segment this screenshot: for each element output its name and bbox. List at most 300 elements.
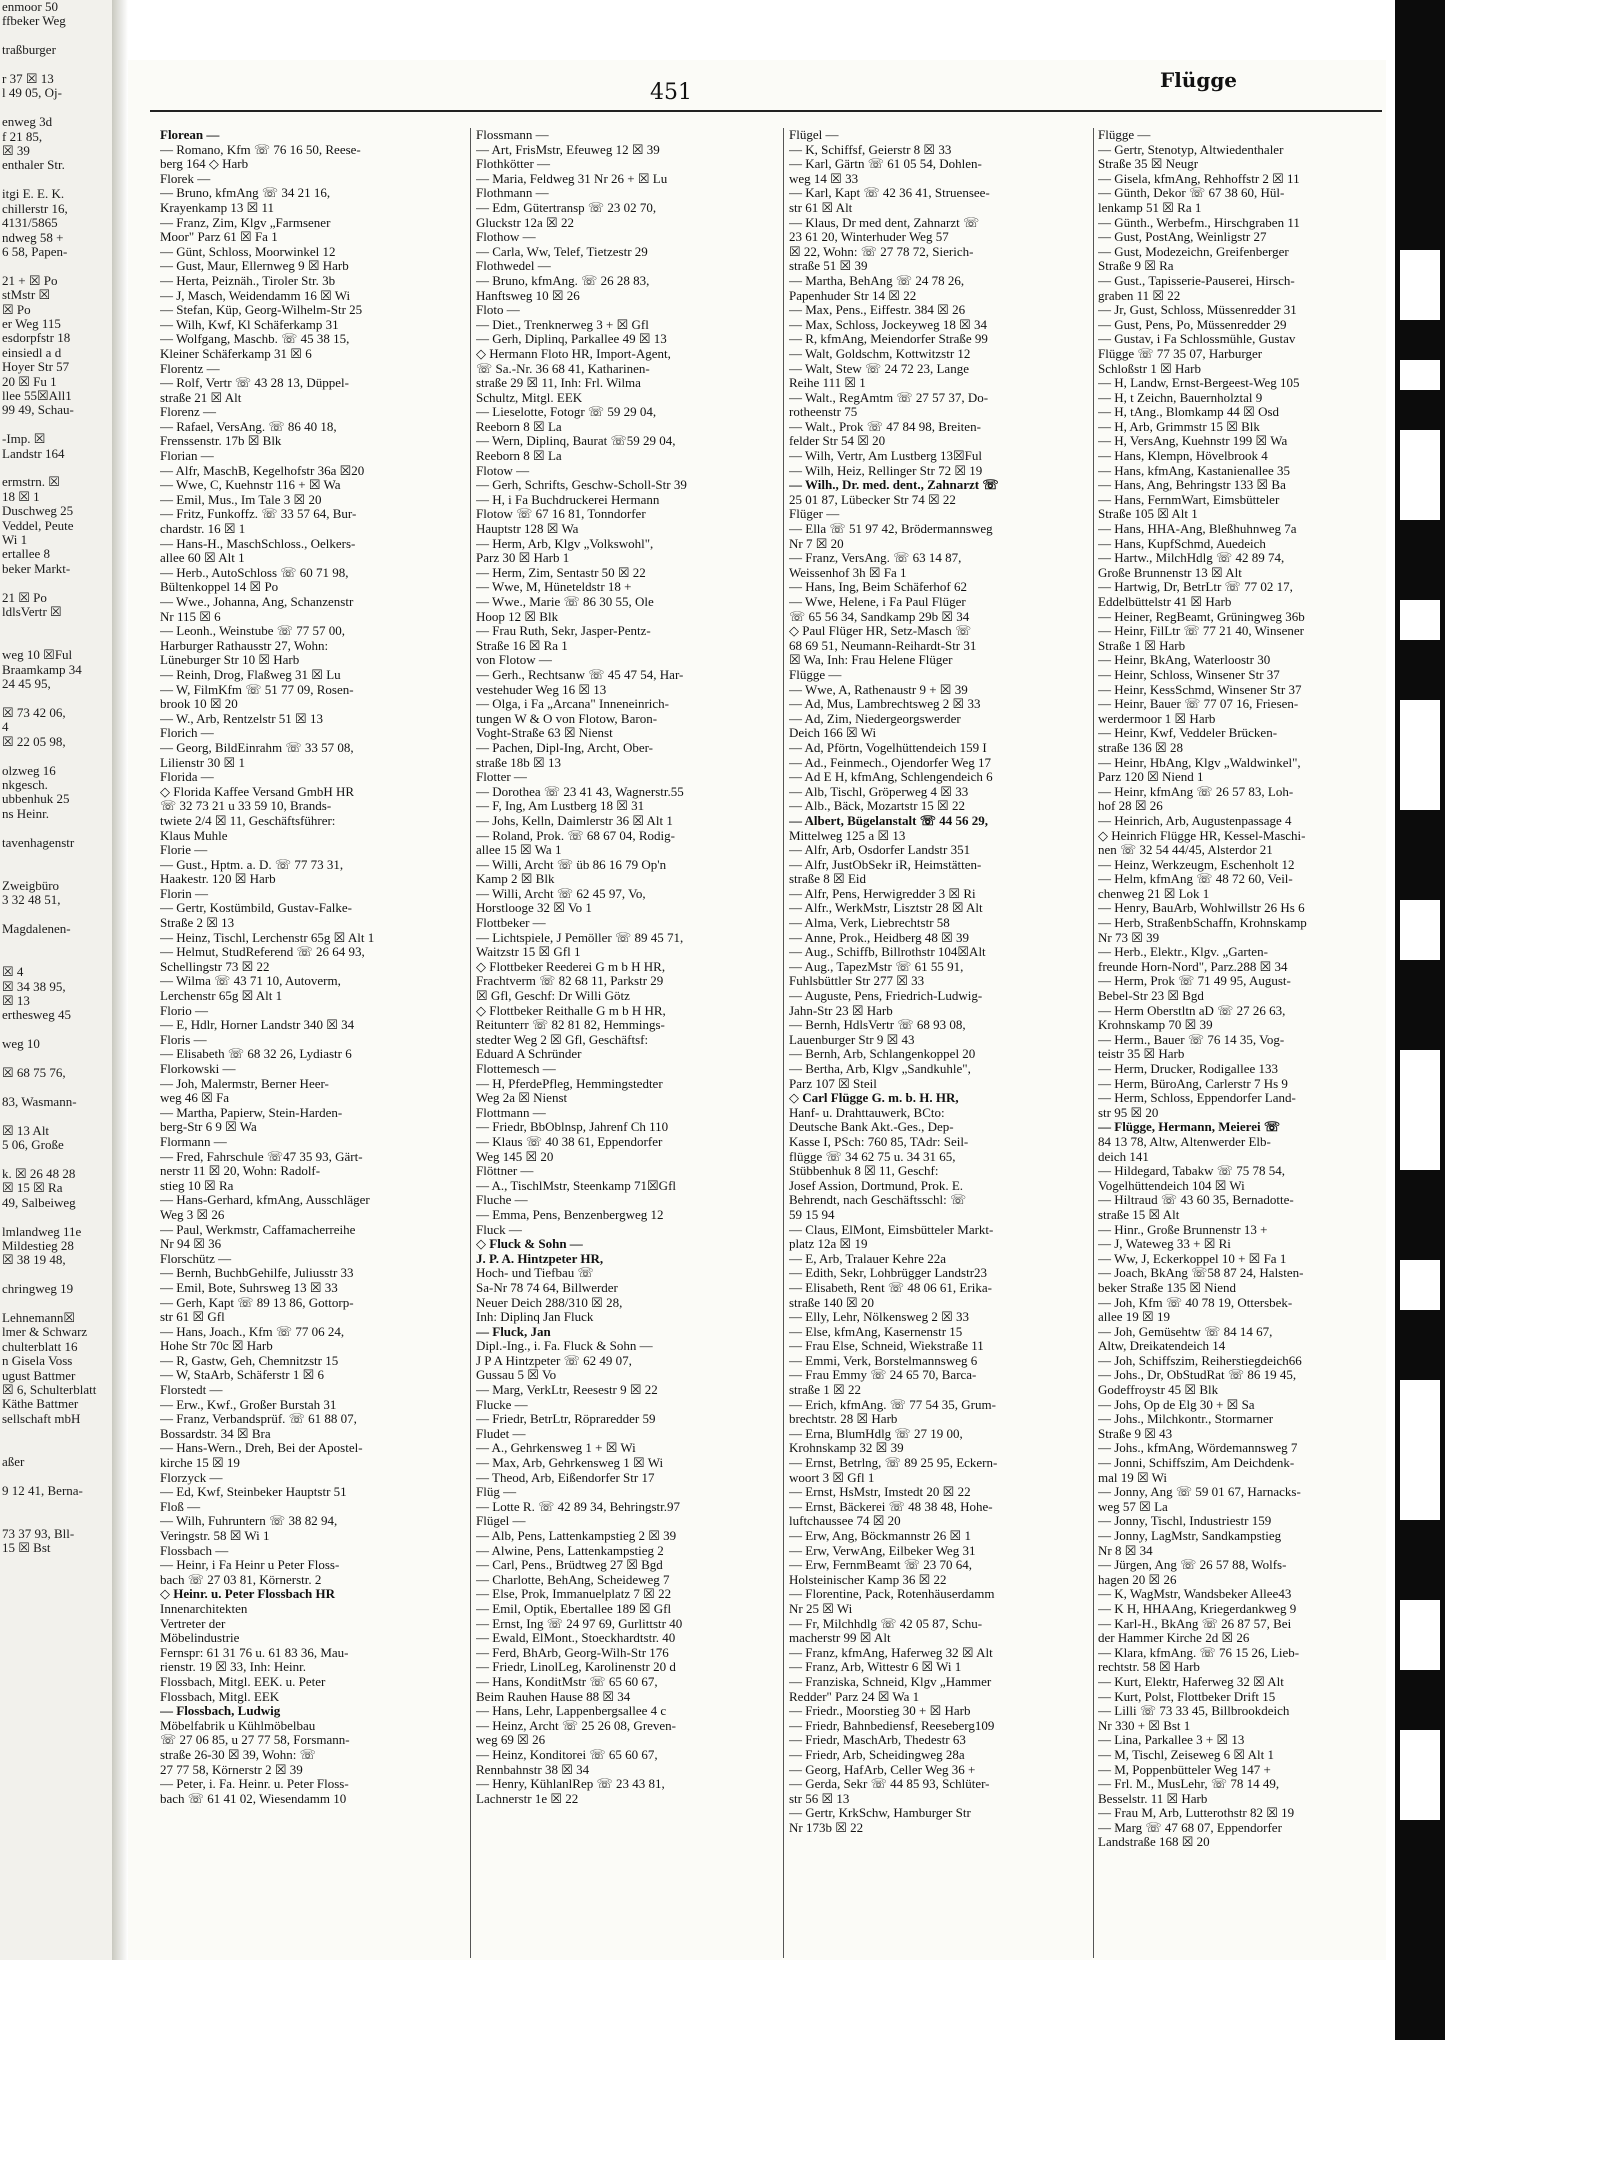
facing-page-text-fragment: ugust Battmer (2, 1367, 76, 1383)
directory-entry-line: — Klaus ☏ 40 38 61, Eppendorfer (476, 1134, 663, 1149)
directory-entry-line: — Johs, Kelln, Daimlerstr 36 ☒ Alt 1 (476, 813, 673, 828)
directory-entry-line: — Hans-Wern., Dreh, Bei der Apostel- (160, 1441, 363, 1456)
directory-entry-line: Florian — (160, 449, 214, 464)
directory-entry-line: — Willi, Archt ☏ 62 45 97, Vo, (476, 886, 646, 901)
directory-entry-line: tungen W & O von Flotow, Baron- (476, 711, 658, 726)
facing-page-text-fragment: tavenhagenstr (2, 834, 75, 850)
facing-page-text-fragment (0, 850, 112, 864)
directory-entry-line: — Frau Ruth, Sekr, Jasper-Pentz- (476, 624, 651, 639)
directory-entry-line: — Fluck, Jan (476, 1324, 551, 1339)
directory-entry-line: — Frau M, Arb, Lutterothstr 82 ☒ 19 (1098, 1806, 1295, 1821)
directory-entry-line: Voght-Straße 63 ☒ Nienst (476, 726, 613, 741)
directory-entry-line: Florschütz — (160, 1251, 232, 1266)
directory-entry-line: Reitunterr ☏ 82 81 82, Hemmings- (476, 1018, 665, 1033)
directory-entry-line: Flossbach — (160, 1543, 229, 1558)
directory-entry-line: Deutsche Bank Akt.-Ges., Dep- (789, 1120, 954, 1135)
directory-entry-line: Bebel-Str 23 ☒ Bgd (1098, 989, 1204, 1004)
directory-entry-line: — Ad, Mus, Lambrechtsweg 2 ☒ 33 (789, 697, 981, 712)
directory-entry-line: — Albert, Bügelanstalt ☏ 44 56 29, (789, 813, 988, 828)
directory-entry-line: Frachtverm ☏ 82 68 11, Parkstr 29 (476, 974, 664, 989)
directory-entry-line: — Ernst, Ing ☏ 24 97 69, Gurlittstr 40 (476, 1616, 683, 1631)
directory-entry-line: — J, Masch, Weidendamm 16 ☒ Wi (160, 288, 351, 303)
directory-entry-line: — Carla, Ww, Telef, Tietzestr 29 (476, 244, 648, 259)
previous-page-edge (0, 0, 114, 1960)
facing-page-text-fragment: n Gisela Voss (2, 1353, 73, 1369)
directory-entry-line: — Bernh, HdlsVertr ☏ 68 93 08, (789, 1018, 966, 1033)
directory-entry-line: Stübbenhuk 8 ☒ 11, Geschf: (789, 1164, 939, 1179)
directory-entry-line: Hanf- u. Drahttauwerk, BCto: (789, 1105, 945, 1120)
directory-entry-line: ◇ Paul Flüger HR, Setz-Masch ☏ (789, 624, 972, 639)
directory-entry-line: Fluche — (476, 1193, 528, 1208)
directory-entry-line: — Wwe, M, Hüneteldstr 18 + (476, 580, 632, 595)
directory-entry-line: Moor" Parz 61 ☒ Fa 1 (160, 230, 278, 245)
directory-entry-line: — Hildegard, Tabakw ☏ 75 78 54, (1098, 1164, 1285, 1179)
directory-entry-line: — Wilh, Heiz, Rellinger Str 72 ☒ 19 (789, 463, 983, 478)
directory-entry-line: — W, StaArb, Schäferstr 1 ☒ 6 (160, 1368, 325, 1383)
directory-entry-line: Fluck — (476, 1222, 522, 1237)
directory-entry-line: — Hans, FernmWart, Eimsbütteler (1098, 492, 1280, 507)
directory-entry-line: — Herm., Bauer ☏ 76 14 35, Vog- (1098, 1032, 1285, 1047)
directory-entry-line: berg-Str 6 9 ☒ Wa (160, 1120, 257, 1135)
directory-entry-line: — Friedr., Moorstieg 30 + ☒ Harb (789, 1704, 971, 1719)
page-gutter-shadow (112, 0, 128, 1960)
directory-entry-line: — Gust, Modezeichn, Greifenberger (1098, 244, 1289, 259)
directory-entry-line: Veringstr. 58 ☒ Wi 1 (160, 1529, 270, 1543)
directory-entry-line: woort 3 ☒ Gfl 1 (789, 1470, 875, 1485)
directory-entry-line: Floris — (160, 1032, 207, 1047)
directory-entry-line: allee 19 ☒ 19 (1098, 1310, 1170, 1325)
directory-entry-line: — Heinr, i Fa Heinr u Peter Floss- (160, 1558, 340, 1573)
directory-entry-line: vestehuder Weg 16 ☒ 13 (476, 682, 607, 697)
directory-entry-line: — Heinrich, Arb, Augustenpassage 4 (1098, 813, 1292, 828)
directory-entry-line: Hohe Str 70c ☒ Harb (160, 1339, 273, 1354)
facing-page-text-fragment (0, 1498, 112, 1512)
directory-entry-line: Flothwedel — (476, 259, 551, 274)
directory-entry-line: — Olga, i Fa „Arcana" Inneneinrich- (476, 697, 670, 712)
directory-entry-line: — Ernst, Bäckerei ☏ 48 38 48, Hohe- (789, 1499, 993, 1514)
directory-entry-line: — Gust., Hptm. a. D. ☏ 77 73 31, (160, 857, 344, 872)
page-header-surname: Flügge (1160, 68, 1238, 92)
directory-entry-line: Besselstr. 11 ☒ Harb (1098, 1791, 1208, 1806)
directory-entry-line: Nr 115 ☒ 6 (160, 609, 221, 624)
directory-entry-line: Kasse I, PSch: 760 85, TAdr: Seil- (789, 1134, 969, 1149)
directory-entry-line: — Roland, Prok. ☏ 68 67 04, Rodig- (476, 828, 675, 843)
directory-entry-line: — Carl, Pens., Brüdtweg 27 ☒ Bgd (476, 1558, 663, 1573)
directory-entry-line: — Else, Prok, Immanuelplatz 7 ☒ 22 (476, 1587, 672, 1602)
directory-entry-line: — Alb, Tischl, Gröperweg 4 ☒ 33 (789, 784, 969, 799)
directory-entry-line: — Herm, Arb, Klgv „Volkswohl", (476, 536, 654, 551)
facing-page-text-fragment: 99 49, Schau- (2, 402, 74, 418)
directory-entry-line: — Leonh., Weinstube ☏ 77 57 00, (160, 624, 346, 639)
directory-entry-line: — Heinr, Bauer ☏ 77 07 16, Friesen- (1098, 697, 1299, 712)
directory-entry-line: — Lina, Parkallee 3 + ☒ 13 (1098, 1733, 1245, 1748)
directory-entry-line: — Gustav, i Fa Schlossmühle, Gustav (1098, 332, 1296, 347)
directory-entry-line: Nr 8 ☒ 34 (1098, 1543, 1153, 1558)
facing-page-text-fragment: Zweigbüro (2, 877, 60, 893)
directory-entry-line: Inh: Diplinq Jan Fluck (476, 1310, 594, 1325)
directory-entry-line: Dipl.-Ing., i. Fa. Fluck & Sohn — (476, 1339, 653, 1354)
directory-entry-line: — Heinr, FilLtr ☏ 77 21 40, Winsener (1098, 624, 1304, 639)
directory-entry-line: Reihe 111 ☒ 1 (789, 376, 866, 391)
directory-entry-line: Eduard A Schründer (476, 1047, 582, 1062)
directory-entry-line: mal 19 ☒ Wi (1098, 1470, 1168, 1485)
directory-entry-line: — Emma, Pens, Benzenbergweg 12 (476, 1207, 664, 1222)
directory-entry-line: Innenarchitekten (160, 1601, 248, 1616)
directory-entry-line: Lachnerstr 1e ☒ 22 (476, 1791, 579, 1806)
directory-entry-line: — Gertr, Stenotyp, Altwiedenthaler (1098, 142, 1284, 157)
directory-entry-line: — Walt., Prok ☏ 47 84 98, Breiten- (789, 419, 981, 434)
directory-entry-line: Florin — (160, 886, 209, 901)
facing-page-text-fragment: 49, Salbeiweg (2, 1194, 76, 1210)
facing-page-text-fragment (0, 418, 112, 432)
directory-entry-line: — K, WagMstr, Wandsbeker Allee43 (1098, 1587, 1292, 1602)
directory-entry-line: — Jonni, Schiffszim, Am Deichdenk- (1098, 1456, 1295, 1471)
directory-entry-line: — W., Arb, Rentzelstr 51 ☒ 13 (160, 711, 323, 726)
directory-entry-line: Beim Rauhen Hause 88 ☒ 34 (476, 1689, 631, 1704)
directory-entry-line: Flothkötter — (476, 157, 551, 172)
directory-entry-line: Floß — (160, 1499, 201, 1514)
directory-entry-line: — Gerda, Sekr ☏ 44 85 93, Schlüter- (789, 1777, 990, 1792)
directory-entry-line: — Wwe., Johanna, Ang, Schanzenstr (160, 595, 354, 609)
directory-entry-line: — Herm, Schloss, Eppendorfer Land- (1098, 1091, 1296, 1106)
facing-page-text-fragment: 21 ☒ Po (2, 589, 47, 605)
directory-entry-line: — Herb., Elektr., Klgv. „Garten- (1098, 945, 1268, 960)
directory-entry-line: Bossardstr. 34 ☒ Bra (160, 1426, 271, 1441)
directory-entry-line: Vogelhüttendeich 104 ☒ Wi (1098, 1178, 1245, 1193)
column-divider (470, 128, 471, 1958)
directory-entry-line: Lauenburger Str 9 ☒ 43 (789, 1032, 915, 1047)
directory-entry-line: — Lieselotte, Fotogr ☏ 59 29 04, (476, 405, 657, 420)
facing-page-text-fragment: chillerstr 16, (2, 200, 68, 216)
directory-entry-line: — Friedr, Arb, Scheidingweg 28a (789, 1747, 965, 1762)
directory-entry-line: — Jr, Gust, Schloss, Müssenredder 31 (1098, 303, 1297, 318)
directory-entry-line: — Friedr, Bahnbediensf, Reeseberg109 (789, 1718, 995, 1733)
directory-entry-line: — M, Poppenbütteler Weg 147 + (1098, 1762, 1271, 1777)
directory-entry-line: — Klara, kfmAng. ☏ 76 15 26, Lieb- (1098, 1645, 1300, 1660)
directory-entry-line: Deich 166 ☒ Wi (789, 726, 877, 741)
facing-page-text-fragment: k. ☒ 26 48 28 (2, 1165, 76, 1181)
directory-entry-line: Fuhlsbüttler Str 277 ☒ 33 (789, 974, 925, 989)
directory-entry-line: Straße 35 ☒ Neugr (1098, 157, 1199, 172)
directory-entry-line: Klaus Muhle (160, 828, 228, 843)
directory-entry-line: ☒ Gfl, Geschf: Dr Willi Götz (476, 989, 630, 1004)
directory-entry-line: ☒ 22, Wohn: ☏ 27 78 72, Sierich- (789, 244, 974, 259)
directory-entry-line: Flossbach, Mitgl. EEK. u. Peter (160, 1674, 326, 1689)
directory-entry-line: — Claus, ElMont, Eimsbütteler Markt- (789, 1222, 994, 1237)
directory-entry-line: Haakestr. 120 ☒ Harb (160, 872, 276, 887)
facing-page-text-fragment: Hoyer Str 57 (2, 359, 70, 375)
directory-entry-line: — Walt., RegAmtm ☏ 27 57 37, Do- (789, 390, 989, 405)
directory-entry-line: Fernspr: 61 31 76 u. 61 83 36, Mau- (160, 1645, 349, 1660)
facing-page-text-fragment: f 21 85, (2, 128, 43, 144)
directory-entry-line: — Diet., Trenknerweg 3 + ☒ Gfl (476, 317, 649, 332)
facing-page-text-fragment (0, 1441, 112, 1455)
facing-page-text-fragment: stMstr ☒ (2, 287, 51, 303)
facing-page-text-fragment (0, 749, 112, 763)
directory-entry-line: Frenssenstr. 17b ☒ Blk (160, 434, 282, 449)
directory-entry-line: — Wilma ☏ 43 71 10, Autoverm, (160, 974, 341, 989)
directory-entry-line: Flügge — (789, 667, 842, 682)
facing-page-text-fragment (0, 1469, 112, 1483)
directory-entry-line: — Romano, Kfm ☏ 76 16 50, Reese- (160, 142, 361, 157)
directory-entry-line: — Reinh, Drog, Flaßweg 31 ☒ Lu (160, 667, 341, 682)
directory-entry-line: Kleiner Schäferkamp 31 ☒ 6 (160, 346, 312, 361)
directory-entry-line: Gluckstr 12a ☒ 22 (476, 215, 574, 230)
directory-entry-line: Flossbach, Mitgl. EEK (160, 1689, 280, 1704)
directory-entry-line: — A., Gehrkensweg 1 + ☒ Wi (476, 1441, 636, 1456)
facing-page-text-fragment (0, 864, 112, 878)
directory-entry-line: — Dorothea ☏ 23 41 43, Wagnerstr.55 (476, 784, 684, 799)
directory-entry-line: — Alb., Bäck, Mozartstr 15 ☒ 22 (789, 799, 965, 814)
directory-entry-line: Vertreter der (160, 1616, 226, 1631)
directory-entry-line: — Gisela, kfmAng, Rehhoffstr 2 ☒ 11 (1098, 171, 1300, 186)
directory-entry-line: — Günth., Werbefm., Hirschgraben 11 (1098, 215, 1300, 230)
facing-page-text-fragment: l 49 05, Oj- (2, 85, 62, 101)
facing-page-text-fragment: ☒ 4 (2, 964, 24, 980)
facing-page-text-fragment: Käthe Battmer (2, 1396, 79, 1412)
directory-entry-line: — Alfr., WerkMstr, Lisztstr 28 ☒ Alt (789, 901, 983, 916)
directory-entry-line: Jahn-Str 23 ☒ Harb (789, 1003, 893, 1018)
directory-entry-line: felder Str 54 ☒ 20 (789, 434, 886, 449)
facing-page-text-fragment: 15 ☒ Bst (2, 1540, 51, 1556)
directory-entry-line: — J, Wateweg 33 + ☒ Ri (1098, 1237, 1231, 1252)
directory-entry-line: Straße 9 ☒ 43 (1098, 1426, 1173, 1441)
directory-entry-line: — Kurt, Polst, Flottbeker Drift 15 (1098, 1689, 1276, 1704)
directory-entry-line: straße 29 ☒ 11, Inh: Frl. Wilma (476, 376, 641, 391)
facing-page-text-fragment (0, 634, 112, 648)
directory-entry-line: — Marg, VerkLtr, Reesestr 9 ☒ 22 (476, 1383, 658, 1398)
directory-entry-line: Horstlooge 32 ☒ Vo 1 (476, 901, 592, 916)
directory-entry-line: weg 46 ☒ Fa (160, 1091, 230, 1106)
directory-entry-line: Hauptstr 128 ☒ Wa (476, 522, 579, 537)
directory-entry-line: Flucke — (476, 1397, 528, 1412)
facing-page-text-fragment: lmlandweg 11e (2, 1223, 82, 1239)
directory-entry-line: Florean — (160, 128, 220, 142)
directory-entry-line: — H, Arb, Grimmstr 15 ☒ Blk (1098, 419, 1260, 434)
directory-entry-line: — H, VersAng, Kuehnstr 199 ☒ Wa (1098, 434, 1288, 449)
directory-entry-line: — Johs., Milchkontr., Stormarner (1098, 1412, 1274, 1427)
directory-entry-line: — Alfr, Pens, Herwigredder 3 ☒ Ri (789, 886, 976, 901)
directory-entry-line: — Johs., kfmAng, Wördemannsweg 7 (1098, 1441, 1298, 1456)
directory-entry-line: — Franz, VersAng. ☏ 63 14 87, (789, 551, 962, 566)
directory-entry-line: — Wilh, Fuhruntern ☏ 38 82 94, (160, 1514, 338, 1529)
directory-entry-line: — Rafael, VersAng. ☏ 86 40 18, (160, 419, 337, 434)
directory-entry-line: — Gertr, KrkSchw, Hamburger Str (789, 1806, 971, 1821)
directory-entry-line: luftchaussee 74 ☒ 20 (789, 1514, 901, 1529)
directory-entry-line: Parz 30 ☒ Harb 1 (476, 551, 570, 566)
directory-entry-line: — Alb, Pens, Lattenkampstieg 2 ☒ 39 (476, 1529, 677, 1543)
directory-entry-line: — Gust, Pens, Po, Müssenredder 29 (1098, 317, 1287, 332)
facing-page-text-fragment: -Imp. ☒ (2, 431, 46, 447)
directory-entry-line: — Heinr, Schloss, Winsener Str 37 (1098, 667, 1280, 682)
directory-entry-line: — Max, Arb, Gehrkensweg 1 ☒ Wi (476, 1456, 664, 1471)
directory-entry-line: — Friedr, LinolLeg, Karolinenstr 20 d (476, 1660, 676, 1675)
directory-entry-line: ◇ Fluck & Sohn — (476, 1237, 583, 1252)
directory-entry-line: straße 51 ☒ 39 (789, 259, 868, 274)
directory-entry-line: — Jürgen, Ang ☏ 26 57 88, Wolfs- (1098, 1558, 1287, 1573)
directory-entry-line: freunde Horn-Nord", Parz.288 ☒ 34 (1098, 959, 1288, 974)
directory-entry-line: Flügge — (1098, 128, 1151, 142)
directory-entry-line: Papenhuder Str 14 ☒ 22 (789, 288, 917, 303)
directory-entry-line: Krohnskamp 70 ☒ 39 (1098, 1018, 1213, 1033)
directory-entry-line: chenweg 21 ☒ Lok 1 (1098, 886, 1210, 901)
facing-page-text-fragment: Duschweg 25 (2, 503, 74, 519)
facing-page-text-fragment (0, 1426, 112, 1440)
facing-page-text-fragment: 24 45 95, (2, 676, 51, 692)
directory-entry-line: Sa-Nr 78 74 64, Billwerder (476, 1280, 618, 1295)
directory-entry-line: — H, i Fa Buchdruckerei Hermann (476, 492, 660, 507)
directory-entry-line: 59 15 94 (789, 1207, 835, 1222)
facing-page-text-fragment: 73 37 93, Bll- (2, 1526, 75, 1542)
directory-entry-line: — Gerh, Schrifts, Geschw-Scholl-Str 39 (476, 478, 687, 493)
directory-entry-line: Hanftsweg 10 ☒ 26 (476, 288, 580, 303)
directory-entry-line: — Friedr, MaschArb, Thedestr 63 (789, 1733, 966, 1748)
facing-page-text-fragment (0, 619, 112, 633)
facing-page-text-fragment: ermstrn. ☒ (2, 474, 60, 490)
directory-entry-line: — Heinz, Archt ☏ 25 26 08, Greven- (476, 1718, 677, 1733)
facing-page-text-fragment (0, 1297, 112, 1311)
facing-page-text-fragment: Mildestieg 28 (2, 1237, 74, 1253)
directory-entry-line: — Auguste, Pens, Friedrich-Ludwig- (789, 989, 983, 1004)
facing-page-text-fragment: Wi 1 (2, 532, 28, 548)
directory-entry-line: — R, Gastw, Geh, Chemnitzstr 15 (160, 1353, 339, 1368)
directory-entry-line: — Franz, Arb, Wittestr 6 ☒ Wi 1 (789, 1660, 962, 1675)
directory-entry-line: 84 13 78, Altw, Altenwerder Elb- (1098, 1134, 1271, 1149)
directory-entry-line: — Hans, Joach., Kfm ☏ 77 06 24, (160, 1324, 345, 1339)
directory-entry-line: — Helmut, StudReferend ☏ 26 64 93, (160, 945, 365, 960)
facing-page-text-fragment: ffbeker Weg (2, 13, 66, 29)
directory-entry-line: 23 61 20, Winterhuder Weg 57 (789, 230, 949, 245)
directory-entry-line: deich 141 (1098, 1149, 1149, 1164)
directory-entry-line: — Bruno, kfmAng. ☏ 26 28 83, (476, 273, 650, 288)
directory-entry-line: — Wwe, Helene, i Fa Paul Flüger (789, 595, 966, 609)
directory-entry-line: — Heinz, Werkzeugm, Eschenholt 12 (1098, 857, 1295, 872)
facing-page-text-fragment: 21 + ☒ Po (2, 272, 58, 288)
facing-page-text-fragment: enmoor 50 (2, 0, 58, 14)
directory-entry-line: Gussau 5 ☒ Vo (476, 1368, 557, 1383)
directory-entry-line: — Hans-Gerhard, kfmAng, Ausschläger (160, 1193, 370, 1208)
facing-page-text-fragment: lmer & Schwarz (2, 1324, 88, 1340)
directory-entry-line: — Ad E H, kfmAng, Schlengendeich 6 (789, 770, 993, 785)
directory-entry-line: — Elisabeth, Rent ☏ 48 06 61, Erika- (789, 1280, 992, 1295)
directory-entry-line: Rennbahnstr 38 ☒ 34 (476, 1762, 590, 1777)
directory-entry-line: — Martha, BehAng ☏ 24 78 26, (789, 273, 965, 288)
directory-entry-line: — Elisabeth ☏ 68 32 26, Lydiastr 6 (160, 1047, 352, 1062)
facing-page-text-fragment: aßer (2, 1454, 25, 1470)
directory-entry-line: — Heiner, RegBeamt, Grüningweg 36b (1098, 609, 1305, 624)
directory-entry-line: Nr 173b ☒ 22 (789, 1820, 864, 1835)
directory-entry-line: str 61 ☒ Alt (789, 200, 853, 215)
directory-entry-line: — Gust, Maur, Ellernweg 9 ☒ Harb (160, 259, 349, 274)
directory-entry-line: straße 140 ☒ 20 (789, 1295, 874, 1310)
directory-entry-line: Hoop 12 ☒ Blk (476, 609, 559, 624)
directory-entry-line: Nr 330 + ☒ Bst 1 (1098, 1718, 1191, 1733)
directory-entry-line: Harburger Rathausstr 27, Wohn: (160, 638, 329, 653)
directory-entry-line: — Klaus, Dr med dent, Zahnarzt ☏ (789, 215, 980, 230)
directory-entry-line: — Friedr, BbOblnsp, Jahrenf Ch 110 (476, 1120, 669, 1135)
facing-page-text-fragment: weg 10 (2, 1036, 40, 1052)
directory-entry-line: — Johs, Op de Elg 30 + ☒ Sa (1098, 1397, 1255, 1412)
directory-entry-line: — Wwe, A, Rathenaustr 9 + ☒ 39 (789, 682, 968, 697)
directory-entry-line: 25 01 87, Lübecker Str 74 ☒ 22 (789, 492, 956, 507)
directory-entry-line: — Flügge, Hermann, Meierei ☏ (1098, 1120, 1281, 1135)
directory-entry-line: — Ad., Feinmech., Ojendorfer Weg 17 (789, 755, 991, 770)
facing-page-text-fragment: ☒ 22 05 98, (2, 733, 66, 749)
directory-entry-line: — Alma, Verk, Liebrechtstr 58 (789, 916, 950, 931)
directory-entry-line: — Joh, Gemüsehtw ☏ 84 14 67, (1098, 1324, 1273, 1339)
directory-entry-line: lenkamp 51 ☒ Ra 1 (1098, 200, 1202, 215)
directory-entry-line: — Frl. M., MusLehr, ☏ 78 14 49, (1098, 1777, 1280, 1792)
directory-entry-line: — Lotte R. ☏ 42 89 34, Behringstr.97 (476, 1499, 681, 1514)
directory-entry-line: rienstr. 19 ☒ 33, Inh: Heinr. (160, 1660, 306, 1675)
directory-entry-line: ◇ Hermann Floto HR, Import-Agent, (476, 346, 671, 361)
facing-page-text-fragment: Veddel, Peute (2, 517, 74, 533)
facing-page-text-fragment (0, 908, 112, 922)
facing-page-text-fragment: beker Markt- (2, 560, 71, 576)
directory-entry-line: ☏ Sa.-Nr. 36 68 41, Katharinen- (476, 361, 650, 376)
directory-entry-line: Florentz — (160, 361, 220, 376)
facing-page-text-fragment: 5 06, Große (2, 1137, 64, 1153)
directory-entry-line: — Alfr, Arb, Osdorfer Landstr 351 (789, 843, 971, 858)
directory-entry-line: platz 12a ☒ 19 (789, 1237, 868, 1252)
directory-entry-line: — Henry, KühlanlRep ☏ 23 43 81, (476, 1777, 665, 1792)
directory-entry-line: — Heinr, BkAng, Waterloostr 30 (1098, 653, 1271, 668)
directory-entry-line: rotheenstr 75 (789, 405, 858, 420)
directory-entry-line: nerstr 11 ☒ 20, Wohn: Radolf- (160, 1164, 321, 1179)
directory-entry-line: — Fred, Fahrschule ☏47 35 93, Gärt- (160, 1149, 363, 1164)
directory-entry-line: — Willi, Archt ☏ üb 86 16 79 Op'n (476, 857, 667, 872)
directory-entry-line: straße 18b ☒ 13 (476, 755, 561, 770)
directory-entry-line: — Charlotte, BehAng, Scheideweg 7 (476, 1572, 670, 1587)
directory-entry-line: — W, FilmKfm ☏ 51 77 09, Rosen- (160, 682, 354, 697)
directory-entry-line: — Herm, Prok ☏ 71 49 95, August- (1098, 974, 1291, 989)
directory-entry-line: — Günth, Dekor ☏ 67 38 60, Hül- (1098, 186, 1285, 201)
directory-entry-line: Nr 7 ☒ 20 (789, 536, 844, 551)
directory-entry-line: Schellingstr 73 ☒ 22 (160, 959, 270, 974)
directory-entry-line: — Heinz, Tischl, Lerchenstr 65g ☒ Alt 1 (160, 930, 375, 945)
facing-page-text-fragment: ☒ 34 38 95, (2, 978, 66, 994)
directory-entry-line: — Heinr, KessSchmd, Winsener Str 37 (1098, 682, 1302, 697)
directory-entry-line: — Georg, HafArb, Celler Weg 36 + (789, 1762, 976, 1777)
directory-entry-line: — Hartwig, Dr, BetrLtr ☏ 77 02 17, (1098, 580, 1293, 595)
directory-entry-line: Flotow — (476, 463, 530, 478)
facing-page-text-fragment: ☒ 39 (2, 143, 30, 159)
directory-entry-line: Straße 16 ☒ Ra 1 (476, 638, 568, 653)
directory-entry-line: twiete 2/4 ☒ 11, Geschäftsführer: (160, 813, 336, 828)
directory-column-3 (789, 128, 1089, 1958)
facing-page-text-fragment: weg 10 ☒Ful (2, 647, 73, 663)
directory-entry-line: werdermoor 1 ☒ Harb (1098, 711, 1216, 726)
directory-entry-line: Parz 120 ☒ Niend 1 (1098, 770, 1204, 785)
directory-entry-line: — Ad, Zim, Niedergeorgswerder (789, 711, 961, 726)
directory-entry-line: — Theod, Arb, Eißendorfer Str 17 (476, 1470, 655, 1485)
directory-entry-line: Flügge ☏ 77 35 07, Harburger (1098, 346, 1263, 361)
directory-entry-line: straße 21 ☒ Alt (160, 390, 242, 405)
facing-page-text-fragment: einsiedl a d (2, 344, 62, 360)
facing-page-text-fragment: 4131/5865 (2, 215, 58, 231)
facing-page-text-fragment: nkgesch. (2, 776, 48, 792)
directory-entry-line: Redder" Parz 24 ☒ Wa 1 (789, 1689, 920, 1704)
directory-entry-line: — Anne, Prok., Heidberg 48 ☒ 39 (789, 930, 970, 945)
facing-page-text-fragment (0, 1023, 112, 1037)
directory-entry-line: — Joh, Schiffszim, Reiherstiegdeich66 (1098, 1353, 1302, 1368)
directory-entry-line: — Friedr, BetrLtr, Röpraredder 59 (476, 1412, 656, 1427)
directory-entry-line: — Ad, Pförtn, Vogelhüttendeich 159 I (789, 740, 987, 755)
facing-page-text-fragment: 9 12 41, Berna- (2, 1482, 83, 1498)
directory-entry-line: — Emil, Optik, Ebertallee 189 ☒ Gfl (476, 1601, 672, 1616)
facing-page-text-fragment: 83, Wasmann- (2, 1093, 77, 1109)
directory-entry-line: — Heinr, HbAng, Klgv „Waldwinkel", (1098, 755, 1301, 770)
